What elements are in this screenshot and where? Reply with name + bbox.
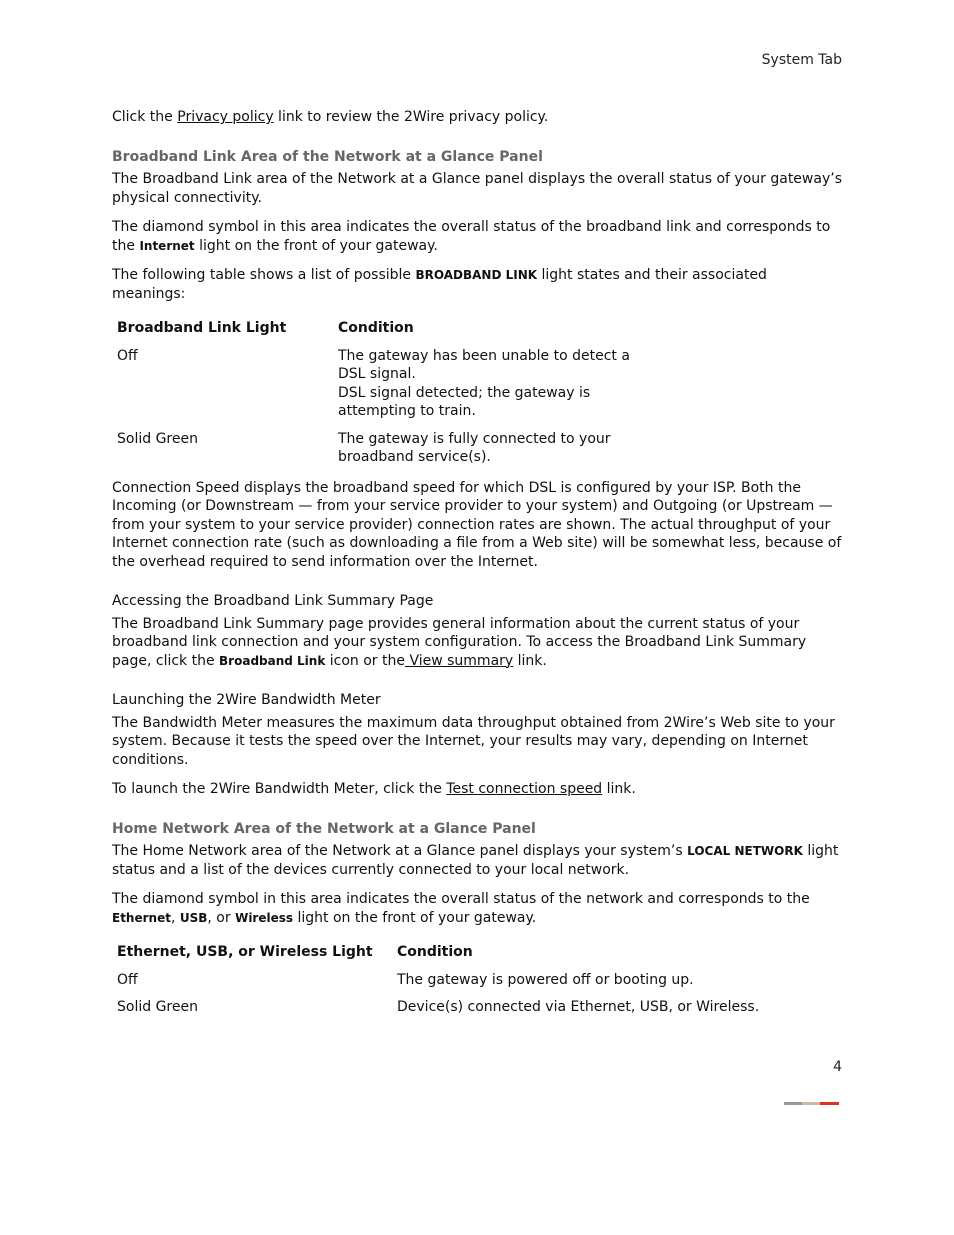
light-cell: Solid Green	[117, 430, 198, 447]
ethernet-term: Ethernet	[112, 910, 171, 925]
connection-speed-paragraph: Connection Speed displays the broadband speed for which DSL is configured by your ISP. Both the Incoming (or Downstream — from your service provider to your system) and Outgoing (or Upstream — from your system to your service provider) connection rates are shown. The actual throughput of your Internet connection rate (such as downloading a file from a Web site) will be somewhat less, because of the overhead required to send information over the Internet.	[112, 479, 842, 570]
usb-term: USB	[179, 910, 208, 925]
footer-bar-segment-gray	[784, 1102, 802, 1105]
bandwidth-meter-heading: Launching the 2Wire Bandwidth Meter	[112, 692, 381, 708]
column-header-light: Ethernet, USB, or Wireless Light	[117, 944, 373, 960]
privacy-paragraph: Click the Privacy policy link to review the 2Wire privacy policy.	[112, 109, 549, 125]
condition-cell: The gateway has been unable to detect a DSL signal. DSL signal detected; the gateway is attempting to train.	[338, 347, 630, 419]
condition-cell: The gateway is fully connected to your broadband service(s).	[338, 430, 611, 465]
document-body	[112, 108, 842, 1029]
footer-bar-segment-red	[820, 1102, 839, 1105]
light-cell: Off	[117, 347, 138, 364]
light-cell: Off	[117, 971, 138, 988]
summary-page-heading: Accessing the Broadband Link Summary Page	[112, 593, 434, 609]
test-connection-speed-link[interactable]: Test connection speed	[446, 781, 603, 797]
home-network-intro-paragraph: The Home Network area of the Network at a Glance panel displays your system’s LOCAL NETWORK light status and a list of the devices currently connected to your local network.	[112, 843, 839, 878]
broadband-diamond-paragraph: The diamond symbol in this area indicates the overall status of the broadband link and corresponds to the Internet light on the front of your gateway.	[112, 219, 831, 254]
broadband-light-table	[112, 314, 653, 471]
page-header-title: System Tab	[761, 52, 842, 68]
broadband-intro-paragraph: The Broadband Link area of the Network at a Glance panel displays the overall status of your gateway’s physical connectivity.	[112, 171, 842, 206]
column-header-condition: Condition	[338, 320, 414, 336]
bandwidth-launch-paragraph: To launch the 2Wire Bandwidth Meter, click the Test connection speed link.	[112, 781, 636, 797]
home-network-light-table	[112, 938, 802, 1021]
page-number: 4	[833, 1059, 842, 1075]
light-cell: Solid Green	[117, 999, 198, 1015]
home-network-diamond-paragraph: The diamond symbol in this area indicates the overall status of the network and corresponds to the Ethernet, USB, or Wireless light on the front of your gateway.	[112, 891, 810, 926]
table-header-row	[112, 314, 653, 342]
view-summary-link[interactable]: View summary	[405, 652, 514, 669]
privacy-policy-link[interactable]: Privacy policy	[177, 109, 274, 125]
table-row	[112, 342, 653, 425]
broadband-link-icon-term: Broadband Link	[219, 653, 326, 668]
internet-term: Internet	[139, 238, 195, 253]
broadband-link-term: BROADBAND LINK	[415, 268, 538, 282]
column-header-light: Broadband Link Light	[117, 320, 287, 336]
home-network-heading: Home Network Area of the Network at a Glance Panel	[112, 820, 536, 837]
footer-bar-segment-tan	[802, 1102, 820, 1105]
bandwidth-meter-paragraph: The Bandwidth Meter measures the maximum data throughput obtained from 2Wire’s Web site to your system. Because it tests the speed over the Internet, your results may vary, depending on Internet conditions.	[112, 714, 835, 768]
wireless-term: Wireless	[235, 910, 294, 925]
broadband-link-heading: Broadband Link Area of the Network at a Glance Panel	[112, 148, 543, 165]
condition-cell: The gateway is powered off or booting up.	[397, 971, 694, 988]
local-network-term: LOCAL NETWORK	[687, 844, 803, 858]
summary-page-paragraph: The Broadband Link Summary page provides general information about the current status of your broadband link connection and your system configuration. To access the Broadband Link Summary page, click the Broadband Link icon or the View summary link.	[112, 615, 807, 669]
condition-cell: Device(s) connected via Ethernet, USB, or Wireless.	[397, 999, 760, 1015]
table-header-row	[112, 938, 802, 966]
table-row	[112, 425, 653, 471]
broadband-table-intro-paragraph: The following table shows a list of possible BROADBAND LINK light states and their associated meanings:	[112, 267, 767, 302]
footer-accent-bar	[784, 1102, 839, 1105]
column-header-condition: Condition	[397, 944, 473, 960]
table-row	[112, 993, 802, 1021]
table-row	[112, 966, 802, 994]
